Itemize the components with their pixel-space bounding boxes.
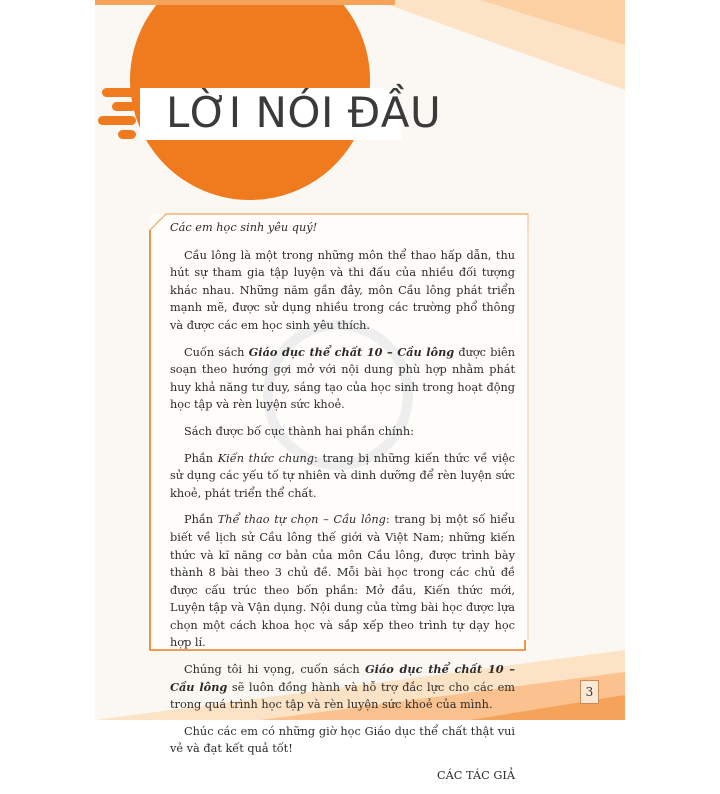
book-title: Giáo dục thể chất 10 – Cầu lông: [248, 344, 455, 359]
paragraph-wish: Chúc các em có những giờ học Giáo dục thể chất thật vui vẻ và đạt kết quả tốt!: [170, 724, 515, 756]
book-title-2: Giáo dục thể chất 10 – Cầu lông: [170, 662, 515, 694]
preface-text: [170, 219, 515, 794]
para6-post: sẽ luôn đồng hành và hỗ trợ đắc lực cho các em trong quá trình học tập và rèn luyện sức khoẻ của mình.: [170, 680, 515, 712]
paragraph-part-two: [170, 511, 515, 652]
speed-lines: [98, 88, 136, 139]
part-two-term: Thể thao tự chọn – Cầu lông: [217, 513, 386, 527]
para5-pre: Phần: [184, 513, 218, 527]
part-one-term: Kiến thức chung: [217, 451, 315, 465]
signature: CÁC TÁC GIẢ: [437, 769, 515, 783]
paragraph-part-one: [170, 450, 515, 503]
paragraph-book: [170, 344, 515, 414]
para2-post: được biên soạn theo hướng gợi mở với nội dung phù hợp nhằm phát huy khả năng tư duy, sáng tạo của học sinh trong hoạt động học tập và rèn luyện sức khoẻ.: [170, 345, 515, 412]
para6-pre: Chúng tôi hi vọng, cuốn sách: [184, 663, 365, 677]
greeting: Các em học sinh yêu quý!: [170, 221, 318, 234]
paragraph-hope: [170, 661, 515, 714]
page-title: LỜI NÓI ĐẦU: [166, 88, 442, 137]
para4-pre: Phần: [184, 451, 218, 465]
paragraph-intro: Cầu lông là một trong những môn thể thao hấp dẫn, thu hút sự tham gia tập luyện và thi đấu của nhiều đối tượng khác nhau. Những năm gần đây, môn Cầu lông phát triển mạnh mẽ, được sử dụng nhiều trong các trường phổ thông và được các em học sinh yêu thích.: [170, 248, 515, 332]
para5-post: : trang bị một số hiểu biết về lịch sử Cầu lông thế giới và Việt Nam; những kiến thức và kĩ năng cơ bản của môn Cầu lông, được trình bày thành 8 bài theo 3 chủ đề. Mỗi bài học trong các chủ đề được cấu trúc theo bốn phần: Mở đầu, Kiến thức mới, Luyện tập và Vận dụng. Nội dung của từng bài học được lựa chọn một cách khoa học và sắp xếp theo trình tự dạy học hợp lí.: [170, 513, 515, 650]
top-strip: [95, 0, 395, 5]
paragraph-structure: Sách được bố cục thành hai phần chính:: [184, 424, 414, 438]
para4-post: : trang bị những kiến thức về việc sử dụng các yếu tố tự nhiên và dinh dưỡng để rèn luyện sức khoẻ, phát triển thể chất.: [170, 451, 515, 500]
para2-pre: Cuốn sách: [184, 345, 249, 359]
page-number: 3: [580, 680, 599, 704]
